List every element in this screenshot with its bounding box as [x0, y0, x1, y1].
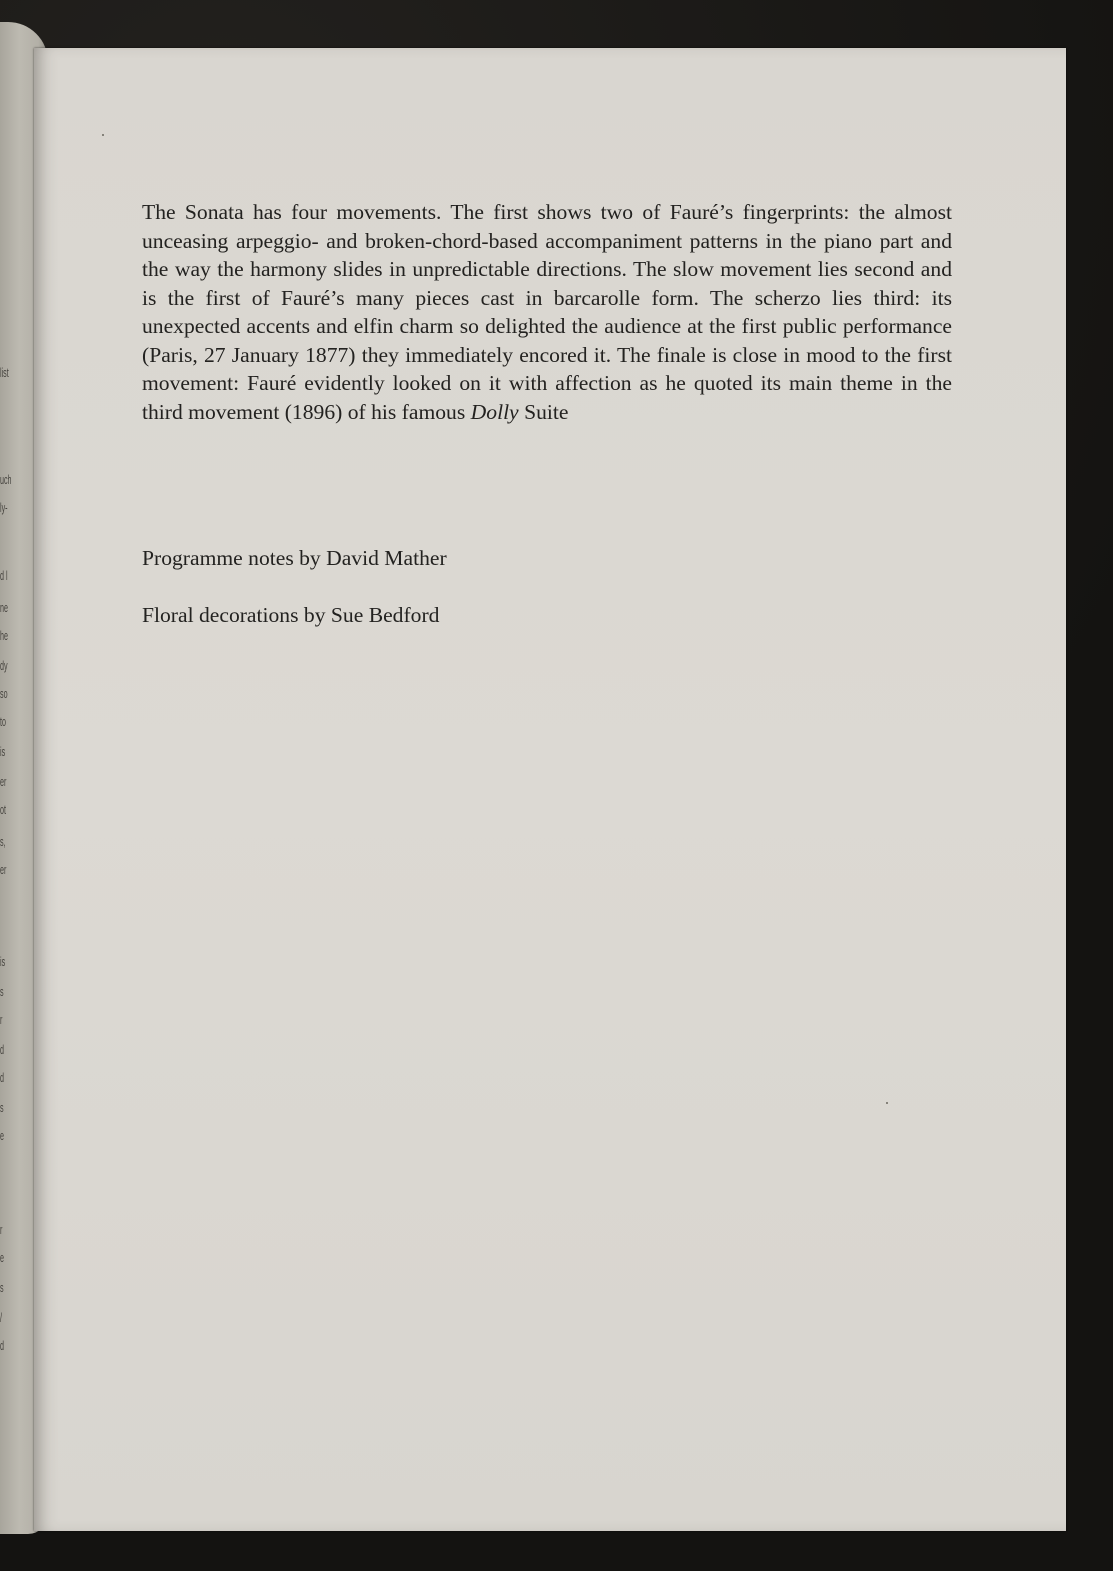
- paper-speck: [886, 1102, 888, 1104]
- bleed-fragment: s,: [0, 834, 6, 849]
- bleed-fragment: d: [0, 1070, 4, 1085]
- bleed-fragment: s: [0, 1280, 4, 1295]
- paragraph-text-end: Suite: [524, 399, 569, 424]
- bleed-fragment: e: [0, 1250, 4, 1265]
- bleed-fragment: list: [0, 365, 9, 380]
- bleed-fragment: er: [0, 774, 7, 789]
- bleed-fragment: r: [0, 1012, 3, 1027]
- bleed-fragment: to: [0, 714, 6, 729]
- paragraph-text: The Sonata has four movements. The first shows two of Fauré’s fingerprints: the almost unceasing arpeggio- and broken-chord-based accompaniment patterns in the piano part and the way the harmony slides in unpredictable directions. The slow movement lies second and is the first of Fauré’s many pieces cast in barcarolle form. The scherzo lies third: its unexpected accents and elfin charm so delighted the audience at the first public performance (Paris, 27 January 1877) they immediately encored it. The finale is close in mood to the first movement: Fauré evidently looked on it with affection as he quoted its main theme in the third movement (1896) of his famous: [142, 200, 952, 424]
- bleed-fragment: d l: [0, 568, 8, 583]
- bleed-fragment: e: [0, 1128, 4, 1143]
- bleed-fragment: d: [0, 1042, 4, 1057]
- bleed-fragment: /: [0, 1310, 2, 1325]
- bleed-fragment: s: [0, 1100, 4, 1115]
- paper-speck: [102, 134, 104, 136]
- work-title: Dolly: [470, 399, 519, 424]
- bleed-fragment: is: [0, 744, 6, 759]
- bleed-fragment: ly-: [0, 500, 8, 515]
- body-paragraph: [142, 198, 952, 426]
- bleed-fragment: r: [0, 1222, 3, 1237]
- bleed-fragment: so: [0, 686, 8, 701]
- document-page: [34, 48, 1066, 1531]
- floral-decorations-credit: Floral decorations by Sue Bedford: [142, 603, 440, 627]
- bleed-fragment: uch: [0, 472, 12, 487]
- bleed-fragment: d: [0, 1338, 4, 1353]
- bleed-fragment: er: [0, 862, 7, 877]
- bleed-fragment: is: [0, 954, 6, 969]
- bleed-fragment: ne: [0, 600, 8, 615]
- bleed-fragment: s: [0, 984, 4, 999]
- bleed-fragment: ot: [0, 802, 6, 817]
- bleed-fragment: dy: [0, 658, 8, 673]
- bleed-fragment: he: [0, 628, 8, 643]
- programme-notes-credit: Programme notes by David Mather: [142, 546, 447, 570]
